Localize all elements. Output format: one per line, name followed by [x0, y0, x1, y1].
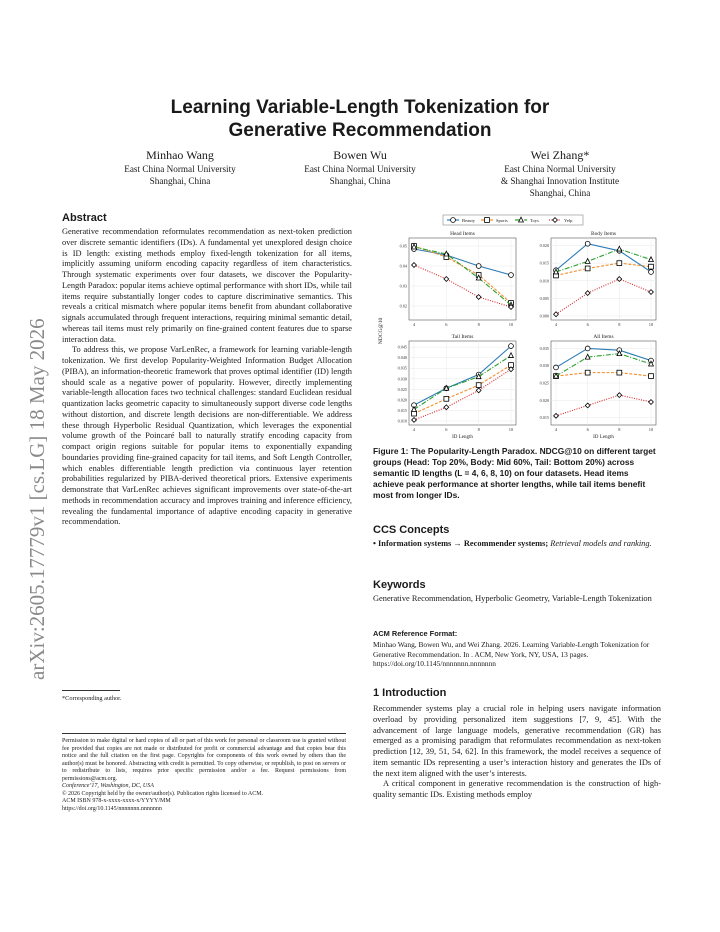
introduction-heading: 1 Introduction [373, 687, 447, 699]
doi-link[interactable]: https://doi.org/10.1145/nnnnnnn.nnnnnnn [62, 805, 162, 812]
author-name: Wei Zhang* [530, 148, 590, 162]
permission-text: Permission to make digital or hard copies of all or part of this work for personal or classroom use is granted without fee provided that copies are not made or distributed for profit or commercial advantage and that copies bear this notice and the full citation on the first page. Copyrights for components of this work owned by others than the author(s) must be honored. Abstracting with credit is permitted. To copy otherwise, or republish, to post on servers or to redistribute to lists, requires prior specific permission and/or a fee. Request permissions from permissions@acm.org. [62, 738, 346, 782]
keywords-section [373, 579, 661, 605]
x-tick-label: 8 [477, 322, 480, 327]
data-point [585, 370, 590, 375]
author-name: Bowen Wu [333, 148, 387, 162]
y-tick-label: 0.025 [539, 380, 549, 386]
abstract-heading: Abstract [62, 212, 107, 224]
isbn: ACM ISBN 978-x-xxxx-xxxx-x/YYYY/MM [62, 798, 171, 804]
y-tick-label: 0.020 [539, 243, 549, 249]
x-tick-label: 6 [445, 322, 448, 327]
y-tick-label: 0.010 [539, 278, 549, 284]
data-point [649, 374, 654, 379]
data-point [617, 370, 622, 375]
y-tick-label: 0.010 [397, 418, 407, 424]
figure-chart [373, 213, 661, 445]
x-axis-label: ID Length [593, 435, 614, 440]
x-tick-label: 8 [618, 427, 621, 432]
x-tick-label: 10 [648, 322, 654, 327]
acm-reference-heading: ACM Reference Format: [373, 629, 458, 638]
author-affiliation: East China Normal University [124, 164, 236, 174]
y-tick-label: 0.015 [539, 415, 549, 421]
data-point [649, 270, 654, 275]
y-tick-label: 0.04 [399, 263, 407, 269]
y-tick-label: 0.045 [397, 344, 407, 350]
panel-title: All Items [593, 334, 614, 340]
y-tick-label: 0.040 [397, 355, 407, 361]
x-axis-label: ID Length [452, 435, 473, 440]
x-tick-label: 4 [412, 322, 416, 327]
data-point [444, 396, 449, 401]
introduction-paragraph-1: Recommender systems play a crucial role in helping users navigate information overload by providing personalized item suggestions [7, 9, 45]. With the advancement of large language models, generative recommendation (GR) has emerged as a promising paradigm that reformulates recommendation as next-token prediction [12, 39, 51, 54, 62]. In this framework, the model receives a sequence of item semantic IDs representing a user’s interaction history and generates the IDs of the next item aligned with the user’s interests. [373, 704, 661, 778]
author-affiliation-2: & Shanghai Innovation Institute [500, 176, 620, 186]
ccs-heading: CCS Concepts [373, 524, 450, 536]
title-line-1: Learning Variable-Length Tokenization for [170, 97, 550, 118]
author-affiliation: East China Normal University [504, 164, 616, 174]
legend-label: Yelp [564, 218, 573, 223]
x-tick-label: 4 [554, 427, 558, 432]
abstract-paragraph-1: Generative recommendation reformulates recommendation as next-token prediction over discrete semantic identifiers (IDs). A fundamental yet unexplored design choice is ID length: existing methods employ fixed-length tokenization for all items, implicitly assuming uniform encoding capacity regardless of item characteristics. Through systematic experiments over four datasets, we discover the Popularity-Length Paradox: popular items achieve optimal performance with short IDs, while tail items require substantially longer codes to capture discriminative semantics. This reveals a critical mismatch where popular items benefit from abundant collaborative signals accumulated through frequent interactions, requiring minimal semantic detail, whereas tail items must rely primarily on fine-grained content features due to sparse interaction data. [62, 227, 352, 344]
x-tick-label: 6 [586, 322, 589, 327]
y-tick-label: 0.030 [397, 376, 407, 382]
x-tick-label: 10 [648, 427, 654, 432]
acm-reference-section [373, 629, 661, 669]
x-tick-label: 10 [508, 427, 514, 432]
legend-marker [485, 218, 490, 223]
ccs-section [373, 524, 661, 550]
title-line-2: Generative Recommendation [228, 120, 492, 141]
data-point [649, 264, 654, 269]
data-point [509, 273, 514, 278]
author-location: Shanghai, China [149, 176, 211, 186]
x-tick-label: 6 [586, 427, 589, 432]
data-point [412, 411, 417, 416]
legend-label: Sports [496, 218, 508, 223]
paper-title [100, 96, 620, 142]
y-tick-label: 0.035 [397, 365, 407, 371]
panel-title: Head Items [450, 231, 475, 237]
introduction-paragraph-2: A critical component in generative recommendation is the construction of high-quality semantic IDs. Existing methods employ [373, 779, 661, 799]
data-point [617, 261, 622, 266]
y-tick-label: 0.035 [539, 345, 549, 351]
panel-title: Body Items [590, 231, 617, 237]
y-tick-label: 0.005 [539, 295, 549, 301]
figure-1 [373, 213, 661, 445]
arxiv-id: arXiv:2605.17779v1 [cs.LG] 18 May 2026 [25, 318, 49, 680]
y-tick-label: 0.020 [397, 397, 407, 403]
legend-label: Toys [530, 218, 539, 223]
y-tick-label: 0.02 [399, 303, 407, 309]
y-tick-label: 0.025 [397, 386, 407, 392]
arxiv-stamp [14, 250, 54, 690]
data-point [476, 264, 481, 269]
introduction-section [373, 687, 661, 801]
acm-reference-text: Minhao Wang, Bowen Wu, and Wei Zhang. 2026. Learning Variable-Length Tokenization for Generative Recommendation. In . ACM, New York, NY, USA, 13 pages. https://doi.org/10.1145/nnnnnnn.nnnnnnn [373, 640, 650, 669]
x-tick-label: 4 [412, 427, 416, 432]
data-point [476, 383, 481, 388]
permission-rule [62, 733, 346, 734]
data-point [585, 241, 590, 246]
keywords-heading: Keywords [373, 579, 426, 591]
author-affiliation: East China Normal University [304, 164, 416, 174]
author-block-3 [460, 147, 660, 199]
y-tick-label: 0.05 [399, 243, 407, 249]
copyright: © 2026 Copyright held by the owner/author(s). Publication rights licensed to ACM. [62, 790, 264, 797]
x-tick-label: 8 [477, 427, 480, 432]
author-location: Shanghai, China [329, 176, 391, 186]
footnote: *Corresponding author. [62, 695, 122, 702]
conference-info: Conference’17, Washington, DC, USA [62, 783, 154, 789]
ccs-text [373, 539, 661, 550]
figure-caption: Figure 1: The Popularity-Length Paradox. NDCG@10 on different target groups (Head: Top 20%, Body: Mid 60%, Tail: Bottom 20%) across semantic ID lengths (L = 4, 6, 8, 10) on four datasets. Head items achieve peak performance at shorter lengths, while tail items benefit most from longer IDs. [373, 446, 656, 500]
y-tick-label: 0.020 [539, 397, 549, 403]
footnote-rule [62, 690, 120, 691]
x-tick-label: 4 [554, 322, 558, 327]
y-tick-label: 0.03 [399, 283, 407, 289]
legend-label: Beauty [462, 218, 476, 223]
ccs-concept: • Information systems → Recommender systems; [373, 539, 549, 548]
data-point [585, 346, 590, 351]
abstract-paragraph-2: To address this, we propose VarLenRec, a framework for learning variable-length tokenization. We first develop Popularity-Weighted Information Budget Allocation (PIBA), an information-theoretic framework that proves optimal identifier (ID) length should scale as a negative power of popularity. However, directly implementing variable-length allocation faces two technical challenges: standard Euclidean residual quantization lacks geometric capacity to simultaneously support diverse code lengths without distortion, and discrete length decisions are non-differentiable. We address these through Hyperbolic Residual Quantization, which leverages the exponential volume growth of the Poincaré ball to naturally stratify encoding capacity from compact origin regions suitable for popular items to exponentially expanding boundaries providing fine-grained capacity for tail items, and Soft Length Controller, which enables differentiable length prediction via continuous layer retention probabilities regularized by PIBA-derived theoretical priors. Extensive experiments demonstrate that VarLenRec achieves significant improvements over state-of-the-art methods in recommendation accuracy and improves training and inference efficiency, revealing the fundamental importance of adaptive encoding capacity in generative recommendation. [62, 345, 352, 527]
ccs-subconcept: Retrieval models and ranking. [550, 539, 652, 548]
author-block-1 [90, 147, 270, 187]
x-tick-label: 8 [618, 322, 621, 327]
permission-block [62, 738, 346, 813]
x-tick-label: 10 [508, 322, 514, 327]
author-name: Minhao Wang [146, 148, 214, 162]
data-point [509, 344, 514, 349]
y-tick-label: 0.015 [397, 407, 407, 413]
legend-marker [451, 218, 456, 223]
y-tick-label: 0.000 [539, 313, 549, 319]
y-tick-label: 0.015 [539, 260, 549, 266]
data-point [554, 365, 559, 370]
panel-title: Tail Items [451, 334, 474, 340]
keywords-text: Generative Recommendation, Hyperbolic Geometry, Variable-Length Tokenization [373, 594, 652, 603]
author-block-2 [275, 147, 445, 187]
y-tick-label: 0.030 [539, 363, 549, 369]
author-location: Shanghai, China [529, 188, 591, 198]
abstract-section [62, 212, 352, 528]
y-axis-label: NDCG@10 [378, 317, 384, 345]
data-point [585, 266, 590, 271]
x-tick-label: 6 [445, 427, 448, 432]
